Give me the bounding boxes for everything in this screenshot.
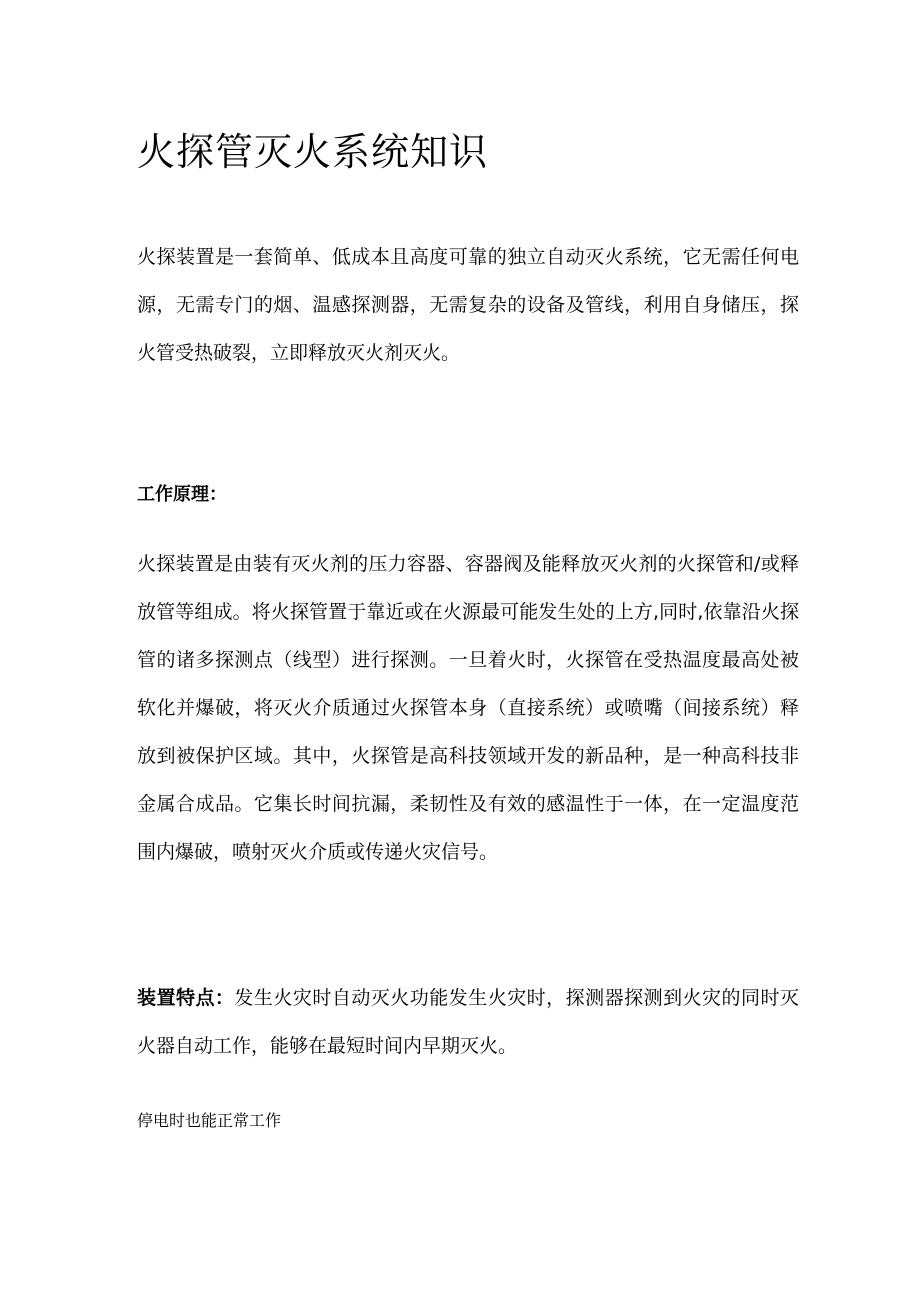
features-label: 装置特点： [137,987,235,1009]
features-paragraph [137,974,799,1070]
power-note: 停电时也能正常工作 [137,1111,282,1130]
document-title: 火探管灭火系统知识 [137,130,489,174]
features-text: 发生火灾时自动灭火功能发生火灾时，探测器探测到火灾的同时灭火器自动工作，能够在最短时间内早期灭火。 [137,987,799,1057]
intro-paragraph: 火探装置是一套简单、低成本且高度可靠的独立自动灭火系统，它无需任何电源，无需专门的烟、温感探测器，无需复杂的设备及管线，利用自身储压，探火管受热破裂，立即释放灭火剂灭火。 [137,246,799,364]
principle-paragraph: 火探装置是由装有灭火剂的压力容器、容器阀及能释放灭火剂的火探管和/或释放管等组成。将火探管置于靠近或在火源最可能发生处的上方,同时,依靠沿火探管的诸多探测点（线型）进行探测。一旦着火时，火探管在受热温度最高处被软化并爆破，将灭火介质通过火探管本身（直接系统）或喷嘴（间接系统）释放到被保护区域。其中，火探管是高科技领域开发的新品种，是一种高科技非金属合成品。它集长时间抗漏，柔韧性及有效的感温性于一体，在一定温度范围内爆破，喷射灭火介质或传递火灾信号。 [137,553,799,863]
principle-heading: 工作原理： [137,484,227,505]
